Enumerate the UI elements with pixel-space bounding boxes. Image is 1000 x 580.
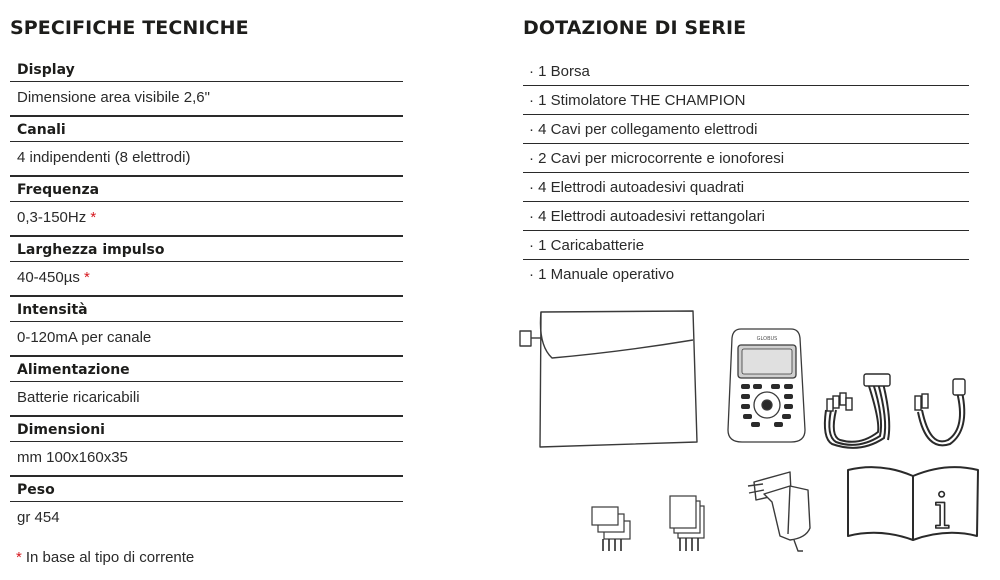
spec-row-display [10, 57, 403, 117]
bag-icon [520, 311, 697, 447]
info-glyph: i [934, 482, 950, 540]
microcurrent-cables-icon [915, 379, 965, 445]
spec-value-text: 0-120mA per canale [17, 329, 152, 346]
spec-row-peso [10, 477, 403, 535]
spec-label: Peso [10, 477, 403, 502]
kit-item: · 4 Elettrodi autoadesivi quadrati [523, 173, 969, 202]
square-electrodes-icon [592, 507, 630, 551]
specs-title: SPECIFICHE TECNICHE [10, 17, 249, 39]
kit-illustration [512, 300, 982, 570]
footnote-star: * [84, 269, 90, 286]
spec-label: Alimentazione [10, 357, 403, 382]
spec-row-dimensioni [10, 417, 403, 477]
kit-item: · 4 Elettrodi autoadesivi rettangolari [523, 202, 969, 231]
spec-label: Frequenza [10, 177, 403, 202]
spec-row-alimentazione [10, 357, 403, 417]
footnote-text: In base al tipo di corrente [25, 549, 195, 566]
spec-value-text: gr 454 [17, 509, 60, 526]
spec-value-text: mm 100x160x35 [17, 449, 128, 466]
footnote-star: * [16, 549, 22, 566]
specs-table [10, 57, 403, 535]
spec-value [10, 322, 403, 355]
spec-value [10, 262, 403, 295]
spec-row-larghezza-impulso [10, 237, 403, 297]
manual-icon [848, 467, 978, 540]
spec-value [10, 382, 403, 415]
footnote [16, 549, 194, 566]
spec-row-intensita [10, 297, 403, 357]
kit-item: · 1 Manuale operativo [529, 266, 675, 283]
kit-item: · 1 Caricabatterie [523, 231, 969, 260]
kit-item: · 1 Stimolatore THE CHAMPION [523, 86, 969, 115]
spec-row-frequenza [10, 177, 403, 237]
spec-row-canali [10, 117, 403, 177]
spec-value-text: 4 indipendenti (8 elettrodi) [17, 149, 191, 166]
spec-label: Intensità [10, 297, 403, 322]
kit-item: · 1 Borsa [523, 57, 969, 86]
spec-value-text: 0,3-150Hz [17, 209, 87, 226]
spec-label: Display [10, 57, 403, 82]
footnote-star: * [90, 209, 97, 226]
spec-value [10, 442, 403, 475]
spec-value [10, 142, 403, 175]
kit-item: · 2 Cavi per microcorrente e ionoforesi [523, 144, 969, 173]
kit-title: DOTAZIONE DI SERIE [523, 17, 747, 39]
spec-value-text: 40-450µs [17, 269, 80, 286]
charger-icon [748, 472, 810, 551]
spec-value-text: Batterie ricaricabili [17, 389, 140, 406]
spec-value [10, 82, 403, 115]
electrode-cables-icon [825, 374, 890, 448]
spec-label: Dimensioni [10, 417, 403, 442]
stimulator-device-icon [728, 329, 805, 442]
spec-label: Canali [10, 117, 403, 142]
kit-item: · 4 Cavi per collegamento elettrodi [523, 115, 969, 144]
spec-label: Larghezza impulso [10, 237, 403, 262]
spec-value [10, 202, 403, 235]
kit-list [523, 57, 969, 289]
rectangular-electrodes-icon [670, 496, 704, 551]
spec-value [10, 502, 403, 535]
device-brand: GLOBUS [756, 336, 778, 342]
spec-value-text: Dimensione area visibile 2,6" [17, 89, 210, 106]
